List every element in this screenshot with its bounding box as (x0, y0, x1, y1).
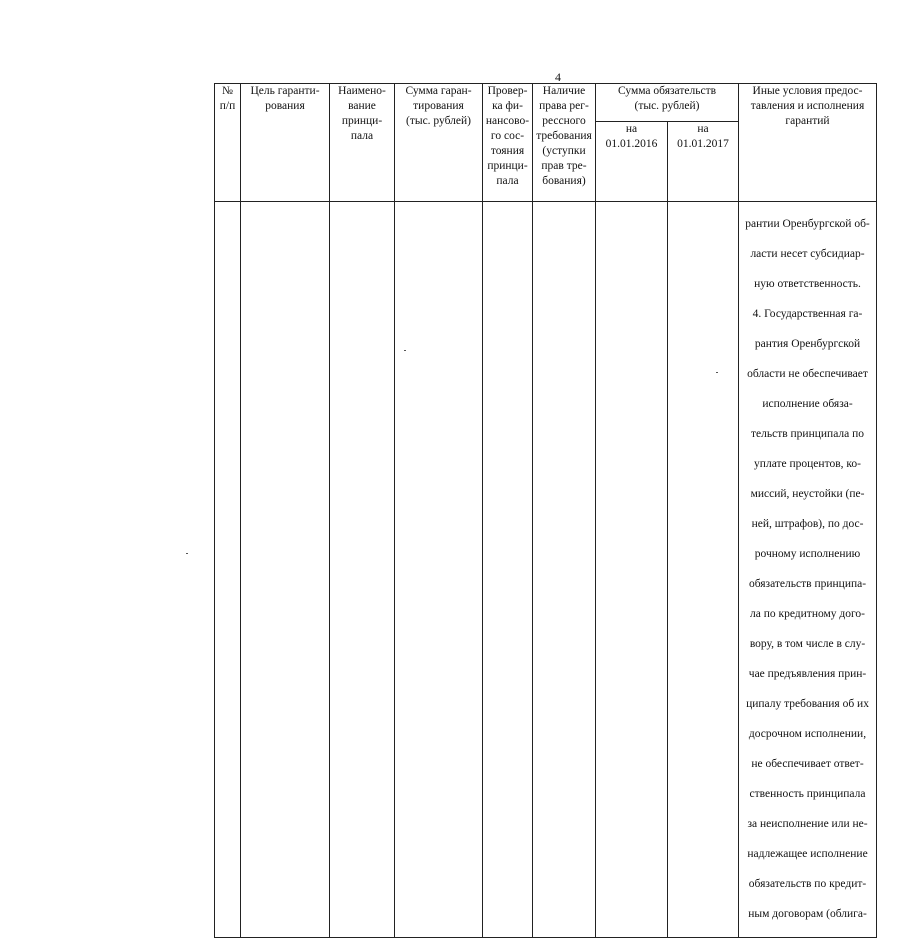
cell-recourse-right (533, 202, 596, 938)
header-obligations-sum: Сумма обязательств (тыс. рублей) (596, 84, 739, 122)
scan-speck (186, 553, 188, 554)
conditions-line: ственность принципала (749, 788, 866, 800)
conditions-line: вору, в том числе в слу- (749, 638, 866, 650)
header-recourse-right: Наличие права рег- рессного требования (уступки прав тре- бования) (533, 84, 596, 202)
conditions-line: обязательств по кредит- (748, 878, 867, 890)
conditions-line: ла по кредитному дого- (750, 608, 866, 620)
guarantee-table (214, 83, 877, 938)
cell-other-conditions (739, 202, 877, 938)
header-other-conditions: Иные условия предос- тавления и исполнения гарантий (739, 84, 877, 202)
conditions-line: уплате процентов, ко- (754, 458, 861, 470)
conditions-line: исполнение обяза- (762, 398, 853, 410)
cell-date-2016 (596, 202, 668, 938)
conditions-line: рантия Оренбургской (754, 338, 861, 350)
conditions-line: за неисполнение или не- (747, 818, 868, 830)
cell-financial-check (483, 202, 533, 938)
conditions-line: досрочном исполнении, (748, 728, 867, 740)
conditions-line: ней, штрафов), по дос- (751, 518, 864, 530)
header-purpose: Цель гаранти- рования (241, 84, 330, 202)
conditions-line: надлежащее исполнение (747, 848, 868, 860)
conditions-line: миссий, неустойки (пе- (750, 488, 865, 500)
conditions-line: рантии Оренбургской об- (745, 218, 870, 230)
cell-principal-name (330, 202, 395, 938)
cell-purpose (241, 202, 330, 938)
conditions-line: ласти несет субсидиар- (750, 248, 865, 260)
scan-speck (404, 350, 406, 351)
header-date-2017: на 01.01.2017 (668, 122, 739, 202)
cell-date-2017 (668, 202, 739, 938)
cell-number (215, 202, 241, 938)
header-date-2016: на 01.01.2016 (596, 122, 668, 202)
header-principal-name: Наимено- вание принци- пала (330, 84, 395, 202)
header-number: № п/п (215, 84, 241, 202)
cell-guarantee-amount (395, 202, 483, 938)
conditions-line: не обеспечивает ответ- (751, 758, 864, 770)
conditions-line: ную ответственность. (754, 278, 861, 290)
scan-speck (716, 372, 718, 373)
header-guarantee-amount: Сумма гаран- тирования (тыс. рублей) (395, 84, 483, 202)
conditions-line: чае предъявления прин- (748, 668, 867, 680)
conditions-line: обязательств принципа- (748, 578, 867, 590)
conditions-line: ципалу требования об их (746, 698, 869, 710)
page-number: 4 (555, 70, 561, 84)
header-financial-check: Провер- ка фи- нансово- го сос- тояния принци- пала (483, 84, 533, 202)
conditions-line: тельств принципала по (750, 428, 865, 440)
conditions-line: области не обеспечивает (747, 368, 868, 380)
conditions-line: 4. Государственная га- (752, 308, 863, 320)
conditions-line: рочному исполнению (754, 548, 861, 560)
conditions-line: ным договорам (облига- (748, 908, 867, 920)
